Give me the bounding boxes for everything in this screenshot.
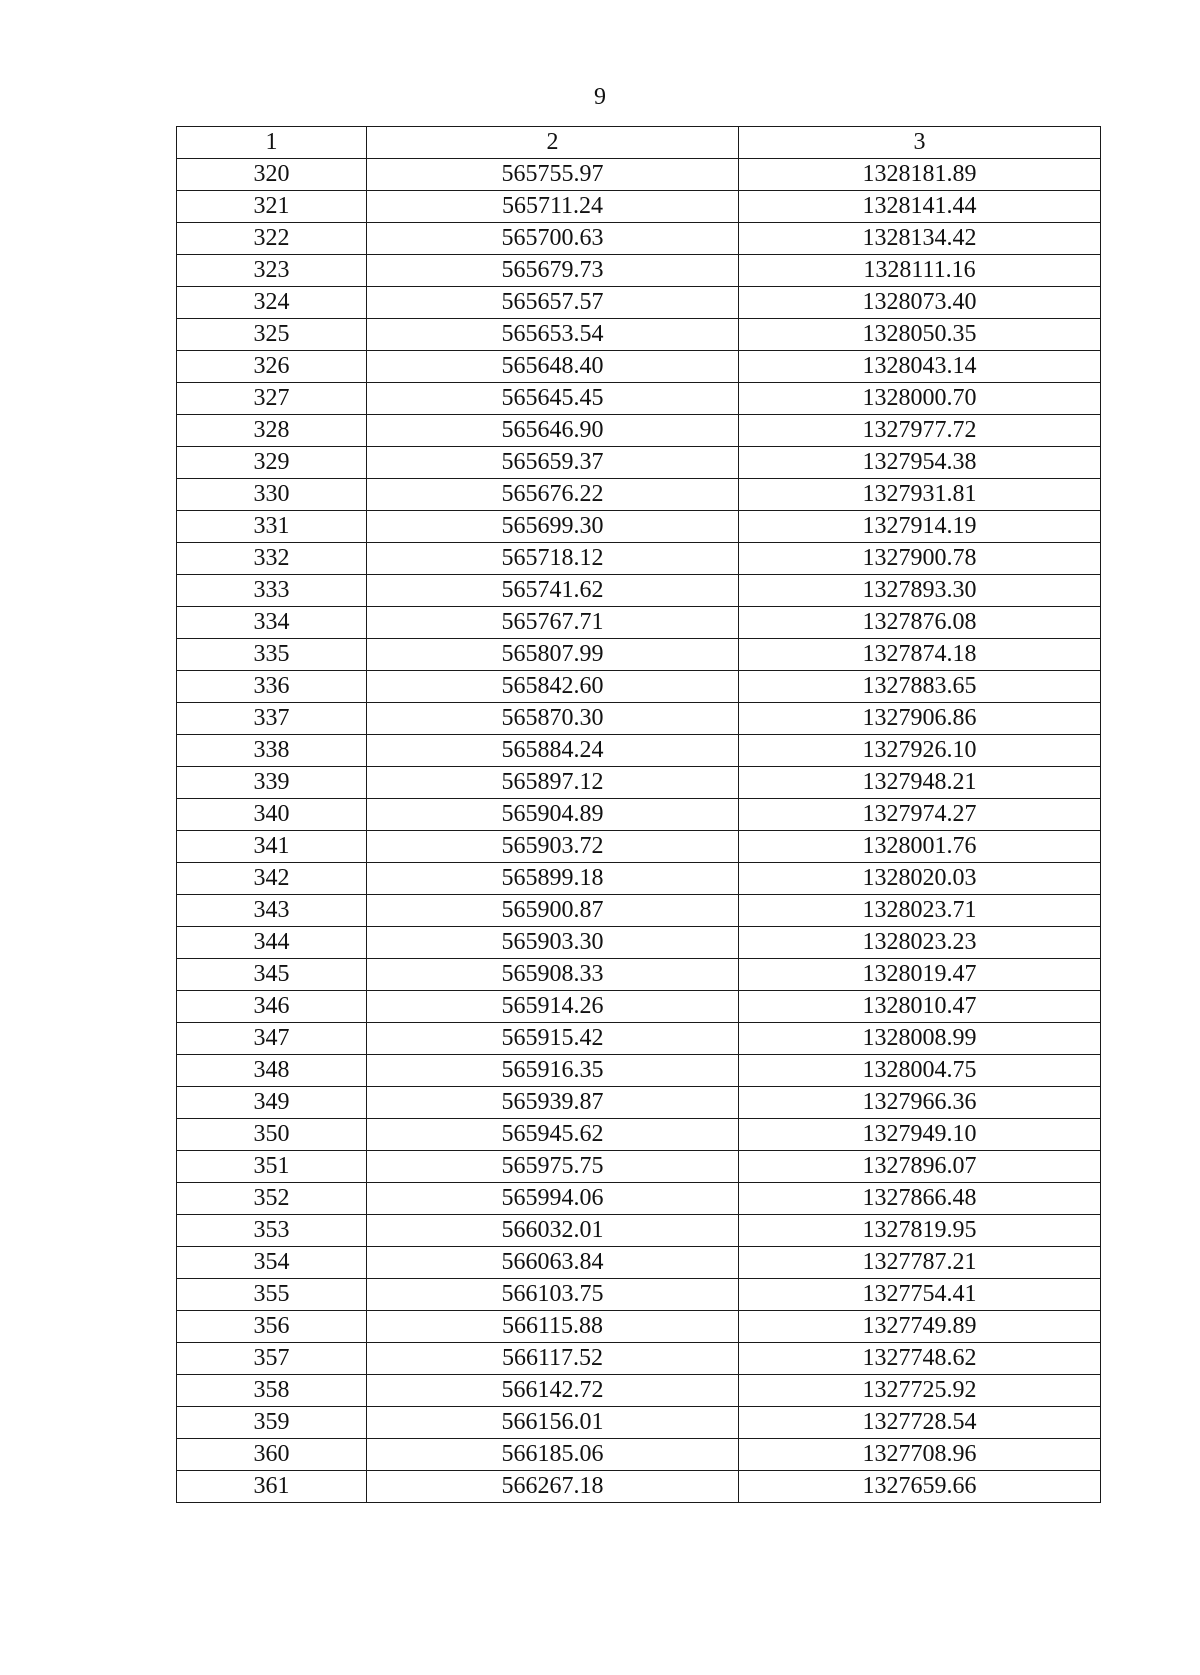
- y-coordinate-cell: 1328050.35: [739, 319, 1101, 351]
- y-coordinate-cell: 1328001.76: [739, 831, 1101, 863]
- x-coordinate-cell: 565657.57: [367, 287, 739, 319]
- x-coordinate-cell: 565700.63: [367, 223, 739, 255]
- table-row: [177, 1183, 1101, 1215]
- table-row: [177, 511, 1101, 543]
- y-coordinate-cell: 1327866.48: [739, 1183, 1101, 1215]
- y-coordinate-cell: 1327893.30: [739, 575, 1101, 607]
- y-coordinate-cell: 1327876.08: [739, 607, 1101, 639]
- y-coordinate-cell: 1328020.03: [739, 863, 1101, 895]
- x-coordinate-cell: 565842.60: [367, 671, 739, 703]
- y-coordinate-cell: 1327954.38: [739, 447, 1101, 479]
- x-coordinate-cell: 565676.22: [367, 479, 739, 511]
- y-coordinate-cell: 1328181.89: [739, 159, 1101, 191]
- table-row: [177, 415, 1101, 447]
- point-number-cell: 343: [177, 895, 367, 927]
- point-number-cell: 327: [177, 383, 367, 415]
- table-row: [177, 1023, 1101, 1055]
- table-row: [177, 799, 1101, 831]
- page-number: 9: [594, 84, 606, 110]
- header-cell-col-3: 3: [739, 127, 1101, 159]
- y-coordinate-cell: 1328043.14: [739, 351, 1101, 383]
- table-row: [177, 575, 1101, 607]
- table-row: [177, 1055, 1101, 1087]
- table-row: [177, 703, 1101, 735]
- point-number-cell: 359: [177, 1407, 367, 1439]
- table-row: [177, 191, 1101, 223]
- point-number-cell: 361: [177, 1471, 367, 1503]
- y-coordinate-cell: 1327977.72: [739, 415, 1101, 447]
- y-coordinate-cell: 1327749.89: [739, 1311, 1101, 1343]
- point-number-cell: 334: [177, 607, 367, 639]
- x-coordinate-cell: 566032.01: [367, 1215, 739, 1247]
- table-row: [177, 1279, 1101, 1311]
- point-number-cell: 350: [177, 1119, 367, 1151]
- point-number-cell: 352: [177, 1183, 367, 1215]
- y-coordinate-cell: 1328000.70: [739, 383, 1101, 415]
- table-row: [177, 863, 1101, 895]
- table-row: [177, 223, 1101, 255]
- table-row: [177, 1087, 1101, 1119]
- x-coordinate-cell: 565648.40: [367, 351, 739, 383]
- x-coordinate-cell: 565646.90: [367, 415, 739, 447]
- x-coordinate-cell: 566117.52: [367, 1343, 739, 1375]
- point-number-cell: 324: [177, 287, 367, 319]
- y-coordinate-cell: 1327819.95: [739, 1215, 1101, 1247]
- y-coordinate-cell: 1328111.16: [739, 255, 1101, 287]
- y-coordinate-cell: 1327926.10: [739, 735, 1101, 767]
- x-coordinate-cell: 565659.37: [367, 447, 739, 479]
- point-number-cell: 358: [177, 1375, 367, 1407]
- x-coordinate-cell: 565870.30: [367, 703, 739, 735]
- table-row: [177, 351, 1101, 383]
- x-coordinate-cell: 566115.88: [367, 1311, 739, 1343]
- y-coordinate-cell: 1327966.36: [739, 1087, 1101, 1119]
- x-coordinate-cell: 566267.18: [367, 1471, 739, 1503]
- x-coordinate-cell: 565807.99: [367, 639, 739, 671]
- y-coordinate-cell: 1327974.27: [739, 799, 1101, 831]
- table-row: [177, 447, 1101, 479]
- table-row: [177, 1439, 1101, 1471]
- table-row: [177, 287, 1101, 319]
- x-coordinate-cell: 565975.75: [367, 1151, 739, 1183]
- x-coordinate-cell: 565653.54: [367, 319, 739, 351]
- point-number-cell: 320: [177, 159, 367, 191]
- y-coordinate-cell: 1327931.81: [739, 479, 1101, 511]
- y-coordinate-cell: 1327874.18: [739, 639, 1101, 671]
- x-coordinate-cell: 566103.75: [367, 1279, 739, 1311]
- table-row: [177, 607, 1101, 639]
- point-number-cell: 331: [177, 511, 367, 543]
- table-row: [177, 927, 1101, 959]
- table-row: [177, 1247, 1101, 1279]
- point-number-cell: 353: [177, 1215, 367, 1247]
- point-number-cell: 344: [177, 927, 367, 959]
- table-row: [177, 735, 1101, 767]
- point-number-cell: 338: [177, 735, 367, 767]
- point-number-cell: 354: [177, 1247, 367, 1279]
- table-row: [177, 543, 1101, 575]
- x-coordinate-cell: 565755.97: [367, 159, 739, 191]
- y-coordinate-cell: 1328008.99: [739, 1023, 1101, 1055]
- y-coordinate-cell: 1327900.78: [739, 543, 1101, 575]
- point-number-cell: 329: [177, 447, 367, 479]
- y-coordinate-cell: 1327754.41: [739, 1279, 1101, 1311]
- table-row: [177, 1311, 1101, 1343]
- x-coordinate-cell: 565903.72: [367, 831, 739, 863]
- x-coordinate-cell: 565897.12: [367, 767, 739, 799]
- x-coordinate-cell: 565711.24: [367, 191, 739, 223]
- table-row: [177, 991, 1101, 1023]
- x-coordinate-cell: 566142.72: [367, 1375, 739, 1407]
- point-number-cell: 333: [177, 575, 367, 607]
- table-row: [177, 159, 1101, 191]
- table-row: [177, 639, 1101, 671]
- point-number-cell: 357: [177, 1343, 367, 1375]
- table-row: [177, 671, 1101, 703]
- point-number-cell: 348: [177, 1055, 367, 1087]
- x-coordinate-cell: 565994.06: [367, 1183, 739, 1215]
- y-coordinate-cell: 1327896.07: [739, 1151, 1101, 1183]
- x-coordinate-cell: 565645.45: [367, 383, 739, 415]
- y-coordinate-cell: 1327787.21: [739, 1247, 1101, 1279]
- y-coordinate-cell: 1327728.54: [739, 1407, 1101, 1439]
- y-coordinate-cell: 1328010.47: [739, 991, 1101, 1023]
- x-coordinate-cell: 565945.62: [367, 1119, 739, 1151]
- header-row: [177, 127, 1101, 159]
- x-coordinate-cell: 565908.33: [367, 959, 739, 991]
- point-number-cell: 346: [177, 991, 367, 1023]
- point-number-cell: 349: [177, 1087, 367, 1119]
- y-coordinate-cell: 1327948.21: [739, 767, 1101, 799]
- point-number-cell: 347: [177, 1023, 367, 1055]
- table-row: [177, 255, 1101, 287]
- y-coordinate-cell: 1328141.44: [739, 191, 1101, 223]
- x-coordinate-cell: 565914.26: [367, 991, 739, 1023]
- table-row: [177, 831, 1101, 863]
- point-number-cell: 322: [177, 223, 367, 255]
- table-row: [177, 1343, 1101, 1375]
- y-coordinate-cell: 1328134.42: [739, 223, 1101, 255]
- x-coordinate-cell: 565904.89: [367, 799, 739, 831]
- y-coordinate-cell: 1327708.96: [739, 1439, 1101, 1471]
- x-coordinate-cell: 565699.30: [367, 511, 739, 543]
- x-coordinate-cell: 566063.84: [367, 1247, 739, 1279]
- table-row: [177, 383, 1101, 415]
- y-coordinate-cell: 1328004.75: [739, 1055, 1101, 1087]
- x-coordinate-cell: 565903.30: [367, 927, 739, 959]
- point-number-cell: 323: [177, 255, 367, 287]
- table-row: [177, 959, 1101, 991]
- point-number-cell: 342: [177, 863, 367, 895]
- y-coordinate-cell: 1328023.23: [739, 927, 1101, 959]
- table-row: [177, 1375, 1101, 1407]
- x-coordinate-cell: 565767.71: [367, 607, 739, 639]
- table-row: [177, 1215, 1101, 1247]
- point-number-cell: 339: [177, 767, 367, 799]
- x-coordinate-cell: 565900.87: [367, 895, 739, 927]
- table-row: [177, 1119, 1101, 1151]
- y-coordinate-cell: 1327949.10: [739, 1119, 1101, 1151]
- point-number-cell: 340: [177, 799, 367, 831]
- table-row: [177, 767, 1101, 799]
- y-coordinate-cell: 1328019.47: [739, 959, 1101, 991]
- point-number-cell: 326: [177, 351, 367, 383]
- table-row: [177, 479, 1101, 511]
- point-number-cell: 355: [177, 1279, 367, 1311]
- table-row: [177, 319, 1101, 351]
- point-number-cell: 345: [177, 959, 367, 991]
- x-coordinate-cell: 565718.12: [367, 543, 739, 575]
- y-coordinate-cell: 1327725.92: [739, 1375, 1101, 1407]
- x-coordinate-cell: 565679.73: [367, 255, 739, 287]
- header-cell-col-1: 1: [177, 127, 367, 159]
- point-number-cell: 325: [177, 319, 367, 351]
- y-coordinate-cell: 1327914.19: [739, 511, 1101, 543]
- x-coordinate-cell: 566156.01: [367, 1407, 739, 1439]
- x-coordinate-cell: 565741.62: [367, 575, 739, 607]
- x-coordinate-cell: 565915.42: [367, 1023, 739, 1055]
- point-number-cell: 328: [177, 415, 367, 447]
- table-body: [177, 159, 1101, 1503]
- x-coordinate-cell: 565916.35: [367, 1055, 739, 1087]
- table-header: [177, 127, 1101, 159]
- y-coordinate-cell: 1327883.65: [739, 671, 1101, 703]
- point-number-cell: 336: [177, 671, 367, 703]
- x-coordinate-cell: 565884.24: [367, 735, 739, 767]
- point-number-cell: 332: [177, 543, 367, 575]
- table-row: [177, 1471, 1101, 1503]
- point-number-cell: 337: [177, 703, 367, 735]
- y-coordinate-cell: 1328023.71: [739, 895, 1101, 927]
- header-cell-col-2: 2: [367, 127, 739, 159]
- y-coordinate-cell: 1327906.86: [739, 703, 1101, 735]
- y-coordinate-cell: 1327659.66: [739, 1471, 1101, 1503]
- point-number-cell: 330: [177, 479, 367, 511]
- x-coordinate-cell: 565939.87: [367, 1087, 739, 1119]
- point-number-cell: 321: [177, 191, 367, 223]
- x-coordinate-cell: 566185.06: [367, 1439, 739, 1471]
- point-number-cell: 351: [177, 1151, 367, 1183]
- table-row: [177, 895, 1101, 927]
- coordinates-table: [176, 126, 1101, 1503]
- x-coordinate-cell: 565899.18: [367, 863, 739, 895]
- y-coordinate-cell: 1328073.40: [739, 287, 1101, 319]
- point-number-cell: 356: [177, 1311, 367, 1343]
- table-row: [177, 1151, 1101, 1183]
- point-number-cell: 341: [177, 831, 367, 863]
- point-number-cell: 360: [177, 1439, 367, 1471]
- point-number-cell: 335: [177, 639, 367, 671]
- y-coordinate-cell: 1327748.62: [739, 1343, 1101, 1375]
- table-row: [177, 1407, 1101, 1439]
